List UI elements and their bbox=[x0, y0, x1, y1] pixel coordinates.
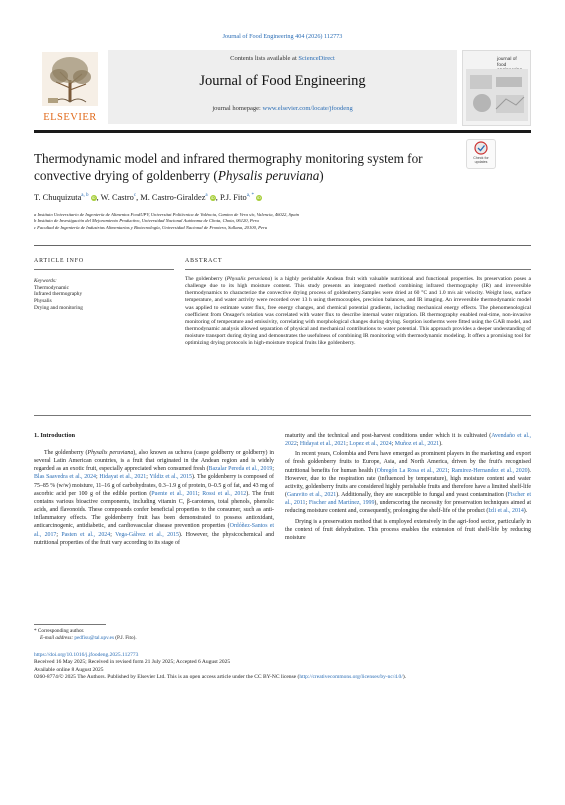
text-run: ; bbox=[56, 531, 62, 538]
citation-link[interactable]: Garavito et al., 2021 bbox=[286, 492, 337, 499]
journal-header-panel bbox=[108, 50, 457, 124]
received-dates: Received 16 May 2025; Received in revised form 21 July 2025; Accepted 6 August 2025 bbox=[34, 659, 231, 666]
header-divider bbox=[34, 130, 531, 133]
citation-link[interactable]: Lopez et al., 2024 bbox=[349, 441, 392, 448]
text-run: ; bbox=[272, 466, 274, 473]
license-line bbox=[34, 674, 531, 681]
body-column-right bbox=[285, 432, 531, 544]
author-name: W. Castro bbox=[100, 193, 134, 202]
citation-link[interactable]: Hidayat et al., 2021 bbox=[299, 441, 347, 448]
text-run: The goldenberry ( bbox=[44, 450, 88, 456]
email-line bbox=[34, 635, 274, 642]
citation-link[interactable]: Ramirez-Hernandez et al., 2020 bbox=[451, 467, 528, 474]
paragraph bbox=[285, 518, 531, 542]
text-run: ). bbox=[439, 441, 443, 448]
keywords-block bbox=[34, 278, 174, 312]
orcid-icon[interactable]: iD bbox=[210, 195, 215, 201]
publication-info bbox=[34, 652, 531, 681]
keywords-label: Keywords: bbox=[34, 278, 57, 284]
paragraph bbox=[34, 449, 274, 547]
text-run: ; bbox=[296, 441, 300, 448]
author-affil-marks[interactable]: a bbox=[205, 193, 208, 199]
keyword: Physalis bbox=[34, 298, 52, 305]
author-name: T. Chuquizuta bbox=[34, 193, 82, 202]
affiliations-divider bbox=[34, 245, 531, 246]
citation-link[interactable]: Bazalar Pereda et al., 2019 bbox=[208, 466, 273, 473]
author[interactable] bbox=[140, 193, 220, 202]
abstract-heading: ABSTRACT bbox=[185, 258, 223, 264]
article-info-heading: ARTICLE INFO bbox=[34, 258, 84, 264]
citation-link[interactable]: Fischer and Martínez, 1999 bbox=[308, 500, 375, 507]
article-info-rule bbox=[34, 269, 174, 270]
author-affil-marks[interactable]: a, * bbox=[246, 193, 254, 199]
citation-link[interactable]: Blas Saavedra et al., 2024 bbox=[34, 474, 96, 481]
check-for-updates-button[interactable] bbox=[466, 139, 496, 169]
elsevier-tree-icon bbox=[42, 52, 98, 106]
citation-link[interactable]: Pasten et al., 2024 bbox=[61, 531, 111, 538]
citation-link[interactable]: Puente et al., 2011 bbox=[151, 490, 199, 497]
affiliation: c Facultad de Ingeniería de Industrias Alimentarias y Biotecnología, Universidad Nacional de Frontera, Sullana, 20100, Peru bbox=[34, 224, 268, 230]
abstract-body: ) is a highly perishable Andean fruit with valuable nutritional and functional properties. Its preservation poses a challenge due to its high moisture content. This study presents an integrated method combining infrared thermography (IR) and irreversible thermodynamics to characterize the convective drying process of goldenberry.Samples were dried at 60 °C and 1.0 m/s air velocity. Weight loss, surface temperature, and water activity were recorded over 13 h using thermocouples, precision balances, and IR imaging. An irreversible thermodynamic model was applied to estimate water flux, free energy changes, and chemical potential gradients, including mechanical energy effects. The phenomenological coefficient from Onsager's relation was correlated with water flux to describe internal water migration. IR thermography enabled real-time, non-invasive monitoring of temperature and emissivity, correlating with morphological changes during drying. Sorption isotherms were fitted using the GAB model, and thermodynamic analysis allowed separation of physical and mechanical contributions to water potential. This approach provides a deeper understanding of moisture transport during drying and demonstrates the usefulness of combining IR monitoring with thermodynamic modeling. It offers a promising tool for optimizing drying protocols in high-moisture tropical fruits like goldenberry. bbox=[185, 276, 531, 347]
footnote bbox=[34, 628, 274, 642]
citation-link[interactable]: Fischer et al., 2011 bbox=[285, 492, 532, 507]
citation-link[interactable]: Izli et al., 2014 bbox=[488, 508, 524, 515]
text-run: ; bbox=[198, 490, 203, 497]
abstract-species: Physalis peruviana bbox=[226, 276, 271, 282]
citation-link[interactable]: Vega-Gálvez et al., 2015 bbox=[115, 531, 179, 538]
text-run: ), underscoring the necessity for preservation techniques aimed at reducing moisture content and, consequently, prolonging the shelf-life of the product ( bbox=[285, 500, 532, 515]
paragraph bbox=[285, 432, 531, 448]
contents-prefix: Contents lists available at bbox=[230, 55, 299, 62]
text-run: ; bbox=[305, 500, 309, 507]
homepage-link[interactable]: www.elsevier.com/locate/jfoodeng bbox=[262, 105, 353, 112]
citation-link[interactable]: Muñoz et al., 2021 bbox=[394, 441, 440, 448]
citation-link[interactable]: Obregón La Rosa et al., 2021 bbox=[376, 467, 448, 474]
elsevier-wordmark: ELSEVIER bbox=[43, 112, 97, 123]
author[interactable] bbox=[220, 193, 262, 202]
journal-cover-thumbnail[interactable] bbox=[462, 50, 531, 126]
abstract-rule bbox=[185, 269, 531, 270]
body-column-left bbox=[34, 449, 274, 549]
journal-title: Journal of Food Engineering bbox=[199, 73, 366, 89]
footnote-marker: * bbox=[34, 628, 37, 634]
affiliation: a Instituto Universitario de Ingeniería de Alimentos FoodUPV, Universitat Politècnica de València, Camino de Vera s/n, Valencia, 46022, Spain bbox=[34, 212, 300, 217]
abstract-text bbox=[185, 276, 531, 348]
author-name: M. Castro-Giraldez bbox=[140, 193, 206, 202]
cover-art-icon bbox=[466, 69, 528, 121]
email-label: E-mail address: bbox=[40, 635, 75, 641]
corresponding-author-note bbox=[34, 628, 274, 635]
text-run: maturity and the technical and post-harvest conditions under which it is cultivated ( bbox=[285, 433, 492, 439]
license-link[interactable]: http://creativecommons.org/licenses/by-nc/4.0/ bbox=[299, 673, 403, 680]
license-prefix: 0260-8774/© 2025 The Authors. Published by Elsevier Ltd. This is an open access article under the CC BY-NC license ( bbox=[34, 673, 300, 680]
crossmark-line1: Check for bbox=[473, 156, 489, 160]
title-close: ) bbox=[319, 168, 324, 183]
crossmark-icon bbox=[467, 140, 495, 156]
cover-title-line2: food bbox=[497, 62, 507, 68]
text-run: ; bbox=[110, 531, 116, 538]
abstract-s1a: The goldenberry ( bbox=[185, 276, 227, 282]
author-name: P.J. Fito bbox=[219, 193, 247, 202]
keyword: Infrared thermography bbox=[34, 291, 83, 298]
text-run: ; bbox=[146, 474, 150, 481]
italic-text: Physalis peruviana bbox=[87, 450, 134, 456]
text-run: ), also known as uchuva (caspe goldberry or goldberry) in several Latin American countries, is a fruit that originated in the Andean region and is widely regarded as an exotic fruit, especially appreciated when consumed fresh ( bbox=[34, 450, 274, 473]
journal-masthead bbox=[34, 50, 531, 126]
affiliation: b Instituto de Investigación del Mejoramiento Productivo, Universidad Nacional Autónoma de Chota, Chota, 06120, Peru bbox=[34, 218, 259, 224]
orcid-icon[interactable]: iD bbox=[257, 195, 261, 201]
author-list bbox=[34, 193, 514, 202]
abstract-bottom-rule bbox=[34, 415, 531, 416]
text-run: Drying is a preservation method that is employed extensively in the agri-food sector, particularly in the context of fruit dehydration. This process enables the extension of fruit shelf-life by reducing moisture bbox=[285, 518, 531, 541]
author[interactable] bbox=[101, 193, 141, 202]
author[interactable] bbox=[34, 193, 101, 202]
citation-link[interactable]: Yildiz et al., 2015 bbox=[149, 474, 192, 481]
keyword: Drying and monitoring bbox=[34, 304, 83, 311]
text-run: ). However, the physicochemical and nutritional properties of the fruit vary according to its stage of bbox=[34, 531, 275, 546]
elsevier-logo[interactable] bbox=[34, 50, 106, 126]
paragraph bbox=[285, 450, 531, 515]
author-affil-marks[interactable]: a, b bbox=[81, 193, 89, 199]
author-affil-marks[interactable]: c bbox=[133, 193, 137, 199]
contents-line bbox=[108, 55, 457, 62]
section-heading-introduction: 1. Introduction bbox=[34, 432, 76, 439]
homepage-line bbox=[108, 105, 457, 112]
footnote-rule bbox=[34, 624, 106, 625]
license-suffix: ). bbox=[402, 673, 407, 680]
text-run: ). bbox=[523, 508, 528, 515]
email-suffix: (P.J. Fito). bbox=[113, 635, 137, 641]
citation-link[interactable]: Hidayat et al., 2021 bbox=[99, 474, 147, 481]
doi-link[interactable]: https://doi.org/10.1016/j.jfoodeng.2025.112773 bbox=[34, 652, 139, 658]
orcid-icon[interactable]: iD bbox=[91, 195, 96, 201]
crossmark-label bbox=[467, 156, 495, 164]
sciencedirect-link[interactable]: ScienceDirect bbox=[298, 55, 335, 62]
email-link[interactable]: pedfisu@tal.upv.es bbox=[74, 635, 114, 641]
title-species: Physalis peruviana bbox=[217, 168, 320, 183]
corresponding-label: Corresponding author. bbox=[37, 628, 85, 634]
text-run: ). However, due to the respiration rate (influenced by temperature), high moisture content and water activity, goldenberry fruits are considered highly perishable fruits and therefore have a limited shelf-life ( bbox=[285, 467, 532, 499]
text-run: In recent years, Colombia and Peru have emerged as prominent players in the marketing and export of fresh goldenberry fruits to Europe, Asia, and North America, driven by the fruit's recognised nutritional benefits for human health ( bbox=[285, 451, 531, 474]
author-separator: , bbox=[136, 193, 141, 202]
text-run: ; bbox=[391, 441, 395, 448]
cover-title-line1: journal of bbox=[497, 57, 517, 62]
available-online: Available online 8 August 2025 bbox=[34, 666, 104, 673]
text-run: ). The goldenberry is composed of 75–85 % (w/w) moisture, 11–16 g of carbohydrates, 0.3–1.9 g of protein, 0–0.5 g of fat, and 43 mg of ascorbic acid per 100 g of the edible portion ( bbox=[34, 474, 275, 497]
citation-link[interactable]: Avendaño et al., 2022 bbox=[285, 433, 531, 448]
journal-reference[interactable]: Journal of Food Engineering 404 (2026) 112773 bbox=[222, 33, 343, 40]
title-main: Thermodynamic model and infrared thermography monitoring system for convective drying of goldenberry ( bbox=[34, 151, 423, 183]
text-run: ). The fruit contains various bioactive components, including vitamin C, β-carotenes, total phenols, phenolic acids, and flavonoids. These compounds confer beneficial properties to the consumer, such as anti-inflammatory effects. The goldenberry fruit has been demonstrated to possess antioxidant, anticarcinogenic, antidiabetic, and cardiovascular disease prevention properties ( bbox=[34, 490, 274, 530]
crossmark-line2: updates bbox=[474, 160, 488, 164]
homepage-prefix: journal homepage: bbox=[212, 105, 263, 112]
citation-link[interactable]: Ordóñez-Santos et al., 2017 bbox=[34, 523, 275, 538]
text-run: ; bbox=[346, 441, 350, 448]
text-run: ; bbox=[96, 474, 100, 481]
text-run: ). Additionally, they are susceptible to fungal and yeast contamination ( bbox=[336, 492, 508, 499]
author-separator: , bbox=[215, 193, 220, 202]
text-run: ; bbox=[447, 467, 452, 474]
keyword: Thermodynamic bbox=[34, 284, 70, 291]
affiliations bbox=[34, 212, 531, 231]
article-title bbox=[34, 150, 454, 184]
author-separator: , bbox=[96, 193, 101, 202]
citation-link[interactable]: Rossi et al., 2012 bbox=[202, 490, 247, 497]
